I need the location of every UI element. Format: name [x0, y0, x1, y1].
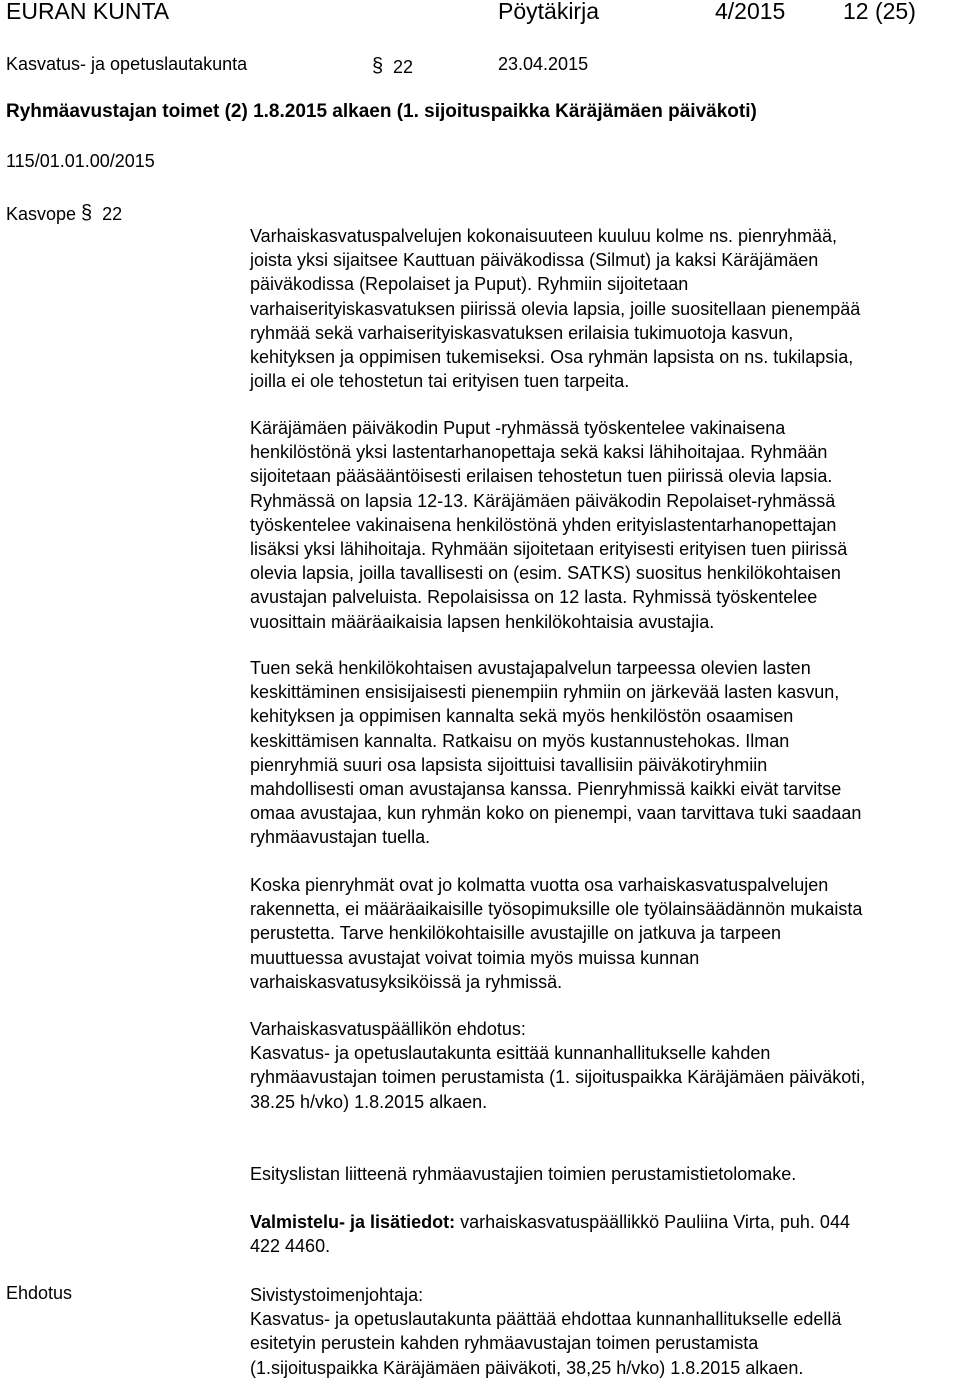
- meeting-date: 23.04.2015: [498, 54, 589, 74]
- text-line: muuttuessa avustajat voivat toimia myös muissa kunnan: [250, 947, 700, 968]
- ref-number: 22: [102, 204, 123, 224]
- text-line: omaa avustajaa, kun ryhmän koko on pienempi, vaan tarvittava tuki saadaan: [250, 803, 862, 824]
- text-line: työskentelee vakinaisena henkilöstönä yhden erityislastentarhanopettajan: [250, 514, 837, 535]
- text-line: kehityksen ja oppimisen tukemiseksi. Osa ryhmän lapsista on ns. tukilapsia,: [250, 347, 854, 368]
- text-line: Varhaiskasvatuspalvelujen kokonaisuuteen kuuluu kolme ns. pienryhmää,: [250, 226, 838, 246]
- text-line: esitetyin perustein kahden ryhmäavustajan toimen perustamista: [250, 1333, 759, 1354]
- paragraph-2: [250, 416, 960, 634]
- text-line: perustetta. Tarve henkilökohtaisille avustajille on jatkuva ja tarpeen: [250, 923, 781, 944]
- board-name: Kasvatus- ja opetuslautakunta: [6, 54, 248, 74]
- text-line: Ryhmässä on lapsia 12-13. Käräjämäen päiväkodin Repolaiset-ryhmässä: [250, 490, 836, 511]
- text-line: (1.sijoituspaikka Käräjämäen päiväkoti, 38,25 h/vko) 1.8.2015 alkaen.: [250, 1357, 804, 1378]
- text-line: Koska pienryhmät ovat jo kolmatta vuotta osa varhaiskasvatuspalvelujen: [250, 875, 829, 895]
- text-line: henkilöstönä yksi lastentarhanopettaja sekä kaksi lähihoitajaa. Ryhmään: [250, 442, 828, 463]
- proposal-text: [250, 1283, 960, 1380]
- page-title: Ryhmäavustajan toimet (2) 1.8.2015 alkaen (1. sijoituspaikka Käräjämäen päiväkoti): [6, 101, 757, 122]
- preparer-label: Valmistelu- ja lisätiedot:: [250, 1212, 456, 1232]
- text-line: Sivistystoimenjohtaja:: [250, 1285, 424, 1305]
- text-line: Varhaiskasvatuspäällikön ehdotus:: [250, 1019, 526, 1039]
- paragraph-5: [250, 1017, 960, 1114]
- text-line: vuosittain määräaikaisia lapsen henkilökohtaisia avustajia.: [250, 611, 715, 632]
- text-line: lisäksi yksi lähihoitaja. Ryhmään sijoitetaan erityisesti erityisen tuen piirissä: [250, 539, 848, 560]
- text-line: ryhmää sekä varhaiserityiskasvatuksen erilaisia tukimuotoja kasvun,: [250, 322, 794, 343]
- document-type: Pöytäkirja: [498, 0, 599, 24]
- text-line: rakennetta, ei määräaikaisille työsopimuksille ole työlainsäädännön mukaista: [250, 899, 863, 920]
- section-number: 22: [393, 57, 414, 77]
- document-issue: 4/2015: [715, 0, 786, 24]
- svg-text:§: §: [372, 55, 384, 76]
- paragraph-4: [250, 873, 960, 994]
- text-line: päiväkodissa (Repolaiset ja Puput). Ryhmiin sijoitetaan: [250, 274, 689, 295]
- text-line: ryhmäavustajan toimen perustamista (1. sijoituspaikka Käräjämäen päiväkoti,: [250, 1067, 866, 1088]
- proposal-label: Ehdotus: [6, 1283, 73, 1303]
- text-line: joista yksi sijaitsee Kauttuan päiväkodissa (Silmut) ja kaksi Käräjämäen: [250, 250, 819, 271]
- text-line: Kasvatus- ja opetuslautakunta päättää ehdottaa kunnanhallitukselle edellä: [250, 1309, 842, 1330]
- preparer-name: varhaiskasvatuspäällikkö Pauliina Virta, puh. 044: [455, 1212, 850, 1232]
- paragraph-3: [250, 656, 960, 850]
- previous-handling-ref: [6, 201, 122, 225]
- section-sign-icon: [81, 201, 97, 221]
- text-line: avustajan palveluista. Repolaisissa on 12 lasta. Ryhmissä työskentelee: [250, 587, 818, 608]
- section-sign-icon: [372, 54, 388, 74]
- text-line: keskittämisen kannalta. Ratkaisu on myös kustannustehokas. Ilman: [250, 730, 790, 751]
- section-ref: [372, 54, 413, 78]
- text-line: kehityksen ja oppimisen kannalta sekä myös henkilöstön osaamisen: [250, 706, 794, 727]
- preparer-info: [250, 1210, 960, 1258]
- ref-prefix: Kasvope: [6, 204, 77, 224]
- text-line: sijoitetaan pääsääntöisesti erilaisen tehostetun tuen piirissä olevia lapsia.: [250, 466, 833, 487]
- text-line: joilla ei ole tehostetun tai erityisen tuen tarpeita.: [250, 371, 630, 392]
- text-line: Käräjämäen päiväkodin Puput -ryhmässä työskentelee vakinaisena: [250, 418, 786, 438]
- text-line: pienryhmiä suuri osa lapsista sijoittuisi tavallisiin päiväkotiryhmiin: [250, 754, 768, 775]
- text-line: mahdollisesti oman avustajansa kanssa. Pienryhmissä kaikki eivät tarvitse: [250, 779, 842, 800]
- text-line: Kasvatus- ja opetuslautakunta esittää kunnanhallitukselle kahden: [250, 1043, 771, 1064]
- text-line: varhaiserityiskasvatuksen piirissä olevia lapsia, joille suositellaan pienempää: [250, 298, 861, 319]
- preparer-phone: 422 4460.: [250, 1236, 331, 1257]
- text-line: Esityslistan liitteenä ryhmäavustajien toimien perustamistietolomake.: [250, 1164, 797, 1184]
- paragraph-1: [250, 224, 960, 393]
- attachment-note: [250, 1162, 960, 1186]
- svg-text:§: §: [81, 202, 93, 223]
- text-line: keskittäminen ensisijaisesti pienempiin ryhmiin on järkevää lasten kasvun,: [250, 682, 840, 703]
- text-line: 38.25 h/vko) 1.8.2015 alkaen.: [250, 1091, 488, 1112]
- text-line: varhaiskasvatusyksiköissä ja ryhmissä.: [250, 971, 563, 992]
- text-line: Tuen sekä henkilökohtaisen avustajapalvelun tarpeessa olevien lasten: [250, 658, 811, 678]
- text-line: olevia lapsia, joilla tavallisesti on (esim. SATKS) suositus henkilökohtaisen: [250, 563, 841, 584]
- municipality-name: EURAN KUNTA: [6, 0, 170, 24]
- text-line: [250, 1210, 960, 1234]
- page-number: 12 (25): [843, 0, 916, 24]
- text-line: ryhmäavustajan tuella.: [250, 827, 431, 848]
- diary-number: 115/01.01.00/2015: [6, 151, 155, 171]
